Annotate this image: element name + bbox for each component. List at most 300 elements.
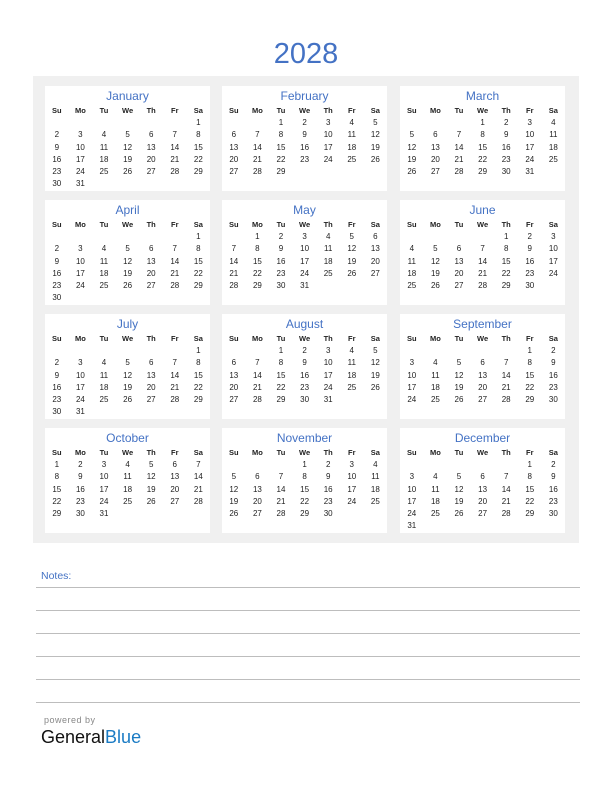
day-cell: 14 xyxy=(170,142,180,152)
day-cell: 10 xyxy=(407,484,417,494)
weekday-header: Tu xyxy=(276,448,286,457)
empty-cell xyxy=(400,231,424,243)
day-cell: 23 xyxy=(300,154,310,164)
day-cell: 7 xyxy=(196,460,201,470)
day-cell: 31 xyxy=(525,166,535,176)
weekday-header: Mo xyxy=(429,448,441,457)
day-cell: 11 xyxy=(549,130,558,140)
day-cell: 22 xyxy=(525,496,535,506)
day-cell: 28 xyxy=(252,166,262,176)
day-cell: 3 xyxy=(325,346,331,356)
day-cell: 1 xyxy=(527,346,532,356)
weekday-header: Th xyxy=(323,106,333,115)
empty-cell xyxy=(163,231,187,243)
day-cell: 29 xyxy=(501,280,511,290)
weekday-header: Fr xyxy=(171,220,179,229)
weekday-header: Th xyxy=(146,448,156,457)
day-cell: 19 xyxy=(454,382,464,392)
day-cell: 4 xyxy=(551,118,556,128)
day-cell: 26 xyxy=(229,508,239,518)
day-cell: 25 xyxy=(370,496,380,506)
day-cell: 22 xyxy=(501,268,511,278)
day-cell: 30 xyxy=(276,280,286,290)
day-cell: 11 xyxy=(431,484,440,494)
empty-cell xyxy=(400,117,424,129)
day-cell: 21 xyxy=(454,154,464,164)
day-cell: 25 xyxy=(323,268,333,278)
weekday-header: We xyxy=(299,106,311,115)
day-cell: 12 xyxy=(454,370,464,380)
day-cell: 7 xyxy=(480,244,485,254)
day-cell: 27 xyxy=(430,166,440,176)
day-cell: 28 xyxy=(170,166,180,176)
day-cell: 5 xyxy=(373,346,378,356)
weekday-header: Fr xyxy=(526,448,534,457)
day-cell: 15 xyxy=(501,256,511,266)
day-cell: 4 xyxy=(349,346,354,356)
day-cell: 3 xyxy=(409,358,415,368)
day-cell: 16 xyxy=(52,382,62,392)
day-cell: 27 xyxy=(229,166,239,176)
day-cell: 28 xyxy=(276,508,286,518)
day-cell: 27 xyxy=(170,496,180,506)
day-cell: 28 xyxy=(170,280,180,290)
day-cell: 31 xyxy=(75,407,85,417)
month-december xyxy=(400,428,565,533)
weekday-header: Sa xyxy=(548,448,558,457)
day-cell: 22 xyxy=(193,268,203,278)
day-cell: 22 xyxy=(525,382,535,392)
day-cell: 18 xyxy=(99,268,109,278)
weekday-header: Sa xyxy=(548,220,558,229)
day-cell: 15 xyxy=(193,370,203,380)
day-cell: 13 xyxy=(170,472,180,482)
day-cell: 26 xyxy=(123,394,133,404)
day-cell: 21 xyxy=(229,268,239,278)
month-november xyxy=(222,428,387,533)
day-cell: 27 xyxy=(478,394,488,404)
day-cell: 26 xyxy=(454,394,464,404)
empty-cell xyxy=(447,345,471,357)
day-cell: 1 xyxy=(255,232,260,242)
day-cell: 13 xyxy=(146,142,156,152)
day-cell: 12 xyxy=(347,244,357,254)
month-grid xyxy=(45,105,210,190)
empty-cell xyxy=(45,117,69,129)
day-cell: 2 xyxy=(54,358,60,368)
day-cell: 19 xyxy=(370,142,380,152)
day-cell: 31 xyxy=(407,521,417,531)
weekday-header: Th xyxy=(323,334,333,343)
day-cell: 6 xyxy=(231,358,237,368)
day-cell: 6 xyxy=(480,358,485,368)
month-name: March xyxy=(465,89,500,103)
day-cell: 9 xyxy=(503,130,509,140)
notes-line xyxy=(36,587,580,588)
day-cell: 14 xyxy=(276,484,286,494)
day-cell: 3 xyxy=(302,232,307,242)
month-march xyxy=(400,86,565,191)
empty-cell xyxy=(471,345,495,357)
day-cell: 9 xyxy=(78,472,83,482)
day-cell: 28 xyxy=(170,394,180,404)
day-cell: 11 xyxy=(407,256,416,266)
weekday-header: Sa xyxy=(370,334,380,343)
day-cell: 1 xyxy=(503,232,509,242)
day-cell: 19 xyxy=(123,268,133,278)
day-cell: 27 xyxy=(478,508,488,518)
day-cell: 16 xyxy=(323,484,333,494)
day-cell: 3 xyxy=(78,130,83,140)
day-cell: 28 xyxy=(501,508,511,518)
day-cell: 29 xyxy=(52,508,62,518)
day-cell: 15 xyxy=(193,256,203,266)
day-cell: 20 xyxy=(146,382,156,392)
day-cell: 7 xyxy=(278,472,284,482)
day-cell: 14 xyxy=(252,370,262,380)
notes-line xyxy=(36,679,580,680)
day-cell: 20 xyxy=(252,496,262,506)
day-cell: 19 xyxy=(229,496,239,506)
weekday-header: Tu xyxy=(99,106,109,115)
day-cell: 2 xyxy=(527,232,532,242)
weekday-header: Su xyxy=(229,220,239,229)
empty-cell xyxy=(222,345,246,357)
day-cell: 17 xyxy=(347,484,357,494)
day-cell: 10 xyxy=(407,370,417,380)
day-cell: 8 xyxy=(196,244,201,254)
day-cell: 30 xyxy=(525,280,535,290)
day-cell: 24 xyxy=(407,508,417,518)
day-cell: 21 xyxy=(170,154,180,164)
day-cell: 22 xyxy=(300,496,310,506)
weekday-header: We xyxy=(299,448,311,457)
day-cell: 19 xyxy=(347,256,357,266)
day-cell: 11 xyxy=(324,244,333,254)
weekday-header: We xyxy=(299,334,311,343)
weekday-header: Su xyxy=(229,448,239,457)
empty-cell xyxy=(45,231,69,243)
day-cell: 18 xyxy=(99,382,109,392)
day-cell: 23 xyxy=(501,154,511,164)
day-cell: 4 xyxy=(101,244,107,254)
day-cell: 10 xyxy=(347,472,357,482)
weekday-header: Fr xyxy=(348,220,356,229)
day-cell: 25 xyxy=(99,394,109,404)
empty-cell xyxy=(92,345,116,357)
empty-cell xyxy=(246,345,270,357)
day-cell: 8 xyxy=(302,472,307,482)
day-cell: 3 xyxy=(325,118,331,128)
weekday-header: Mo xyxy=(251,334,263,343)
empty-cell xyxy=(92,231,116,243)
day-cell: 3 xyxy=(78,358,83,368)
day-cell: 25 xyxy=(347,154,357,164)
weekday-header: Tu xyxy=(276,334,286,343)
day-cell: 12 xyxy=(454,484,464,494)
day-cell: 27 xyxy=(229,394,239,404)
day-cell: 15 xyxy=(276,142,286,152)
day-cell: 25 xyxy=(347,382,357,392)
day-cell: 9 xyxy=(54,370,60,380)
brand-blue: Blue xyxy=(105,727,142,747)
day-cell: 14 xyxy=(193,472,203,482)
day-cell: 12 xyxy=(407,142,417,152)
day-cell: 12 xyxy=(430,256,440,266)
day-cell: 7 xyxy=(503,358,509,368)
day-cell: 23 xyxy=(548,382,558,392)
day-cell: 18 xyxy=(347,142,357,152)
day-cell: 13 xyxy=(478,370,488,380)
day-cell: 22 xyxy=(193,154,203,164)
day-cell: 30 xyxy=(52,293,62,303)
day-cell: 16 xyxy=(52,154,62,164)
day-cell: 16 xyxy=(548,370,558,380)
day-cell: 6 xyxy=(148,358,154,368)
day-cell: 2 xyxy=(302,118,307,128)
day-cell: 9 xyxy=(325,472,331,482)
day-cell: 20 xyxy=(478,382,488,392)
empty-cell xyxy=(222,459,246,471)
month-august xyxy=(222,314,387,419)
day-cell: 8 xyxy=(196,358,201,368)
day-cell: 2 xyxy=(302,346,307,356)
day-cell: 23 xyxy=(52,394,62,404)
weekday-header: We xyxy=(299,220,311,229)
day-cell: 27 xyxy=(146,280,156,290)
day-cell: 24 xyxy=(548,268,558,278)
weekday-header: Mo xyxy=(429,334,441,343)
day-cell: 19 xyxy=(430,268,440,278)
day-cell: 8 xyxy=(527,472,532,482)
day-cell: 8 xyxy=(196,130,201,140)
day-cell: 29 xyxy=(193,166,203,176)
empty-cell xyxy=(222,231,246,243)
day-cell: 13 xyxy=(146,256,156,266)
day-cell: 7 xyxy=(172,244,177,254)
day-cell: 22 xyxy=(276,382,286,392)
day-cell: 13 xyxy=(146,370,156,380)
weekday-header: Fr xyxy=(348,448,356,457)
weekday-header: We xyxy=(122,448,134,457)
day-cell: 9 xyxy=(527,244,532,254)
day-cell: 16 xyxy=(501,142,511,152)
day-cell: 8 xyxy=(255,244,260,254)
day-cell: 8 xyxy=(278,358,284,368)
empty-cell xyxy=(116,345,140,357)
weekday-header: Fr xyxy=(526,106,534,115)
day-cell: 7 xyxy=(172,358,177,368)
weekday-header: We xyxy=(122,334,134,343)
day-cell: 13 xyxy=(229,370,239,380)
day-cell: 26 xyxy=(370,382,380,392)
empty-cell xyxy=(494,345,518,357)
month-name: April xyxy=(115,203,140,217)
day-cell: 11 xyxy=(123,472,132,482)
weekday-header: Mo xyxy=(74,220,86,229)
day-cell: 23 xyxy=(75,496,85,506)
weekday-header: Sa xyxy=(548,334,558,343)
day-cell: 30 xyxy=(75,508,85,518)
weekday-header: Th xyxy=(146,220,156,229)
day-cell: 14 xyxy=(501,370,511,380)
day-cell: 30 xyxy=(501,166,511,176)
month-september xyxy=(400,314,565,419)
day-cell: 23 xyxy=(548,496,558,506)
day-cell: 5 xyxy=(125,358,130,368)
day-cell: 9 xyxy=(54,142,60,152)
day-cell: 23 xyxy=(52,166,62,176)
day-cell: 2 xyxy=(278,232,284,242)
day-cell: 4 xyxy=(101,130,107,140)
day-cell: 17 xyxy=(525,142,535,152)
day-cell: 29 xyxy=(276,394,286,404)
notes-line xyxy=(36,610,580,611)
day-cell: 7 xyxy=(172,130,177,140)
day-cell: 17 xyxy=(75,268,85,278)
day-cell: 9 xyxy=(278,244,284,254)
day-cell: 8 xyxy=(278,130,284,140)
month-grid xyxy=(45,447,210,520)
weekday-header: We xyxy=(477,220,489,229)
empty-cell xyxy=(163,345,187,357)
month-april xyxy=(45,200,210,305)
day-cell: 29 xyxy=(193,280,203,290)
day-cell: 25 xyxy=(430,508,440,518)
weekday-header: Th xyxy=(146,334,156,343)
day-cell: 28 xyxy=(229,280,239,290)
weekday-header: Sa xyxy=(370,106,380,115)
day-cell: 12 xyxy=(146,472,156,482)
day-cell: 29 xyxy=(252,280,262,290)
day-cell: 11 xyxy=(431,370,440,380)
day-cell: 18 xyxy=(370,484,380,494)
day-cell: 6 xyxy=(433,130,438,140)
day-cell: 3 xyxy=(527,118,532,128)
day-cell: 21 xyxy=(193,484,203,494)
day-cell: 20 xyxy=(430,154,440,164)
weekday-header: Tu xyxy=(454,106,464,115)
day-cell: 30 xyxy=(300,394,310,404)
day-cell: 18 xyxy=(123,484,133,494)
day-cell: 13 xyxy=(229,142,239,152)
month-july xyxy=(45,314,210,419)
day-cell: 20 xyxy=(146,154,156,164)
day-cell: 15 xyxy=(52,484,62,494)
day-cell: 25 xyxy=(123,496,133,506)
day-cell: 3 xyxy=(78,244,83,254)
day-cell: 20 xyxy=(146,268,156,278)
day-cell: 11 xyxy=(347,130,356,140)
day-cell: 14 xyxy=(170,256,180,266)
weekday-header: Sa xyxy=(193,334,203,343)
weekday-header: Tu xyxy=(276,220,286,229)
day-cell: 10 xyxy=(99,472,109,482)
day-cell: 4 xyxy=(349,118,354,128)
day-cell: 26 xyxy=(347,268,357,278)
month-name: May xyxy=(293,203,316,217)
day-cell: 7 xyxy=(231,244,237,254)
day-cell: 10 xyxy=(75,256,85,266)
day-cell: 25 xyxy=(407,280,417,290)
day-cell: 20 xyxy=(478,496,488,506)
month-january xyxy=(45,86,210,191)
day-cell: 15 xyxy=(193,142,203,152)
weekday-header: Tu xyxy=(99,220,109,229)
month-name: June xyxy=(469,203,496,217)
day-cell: 15 xyxy=(525,484,535,494)
day-cell: 16 xyxy=(525,256,535,266)
day-cell: 9 xyxy=(54,256,60,266)
weekday-header: Fr xyxy=(348,334,356,343)
month-grid xyxy=(400,219,565,292)
day-cell: 13 xyxy=(370,244,380,254)
weekday-header: Su xyxy=(407,220,417,229)
empty-cell xyxy=(163,117,187,129)
day-cell: 14 xyxy=(229,256,239,266)
day-cell: 29 xyxy=(193,394,203,404)
day-cell: 29 xyxy=(300,508,310,518)
weekday-header: Su xyxy=(52,334,62,343)
day-cell: 12 xyxy=(370,358,380,368)
day-cell: 27 xyxy=(252,508,262,518)
day-cell: 24 xyxy=(347,496,357,506)
day-cell: 15 xyxy=(478,142,488,152)
day-cell: 20 xyxy=(229,382,239,392)
day-cell: 6 xyxy=(255,472,260,482)
weekday-header: Fr xyxy=(526,334,534,343)
day-cell: 5 xyxy=(456,472,462,482)
day-cell: 4 xyxy=(409,244,415,254)
day-cell: 13 xyxy=(430,142,440,152)
day-cell: 7 xyxy=(456,130,462,140)
day-cell: 26 xyxy=(407,166,417,176)
day-cell: 28 xyxy=(193,496,203,506)
weekday-header: We xyxy=(477,448,489,457)
day-cell: 5 xyxy=(125,244,130,254)
notes-line xyxy=(36,633,580,634)
day-cell: 10 xyxy=(75,370,85,380)
day-cell: 30 xyxy=(548,508,558,518)
day-cell: 24 xyxy=(75,280,85,290)
empty-cell xyxy=(222,117,246,129)
empty-cell xyxy=(116,117,140,129)
day-cell: 27 xyxy=(370,268,380,278)
month-february xyxy=(222,86,387,191)
month-october xyxy=(45,428,210,533)
day-cell: 17 xyxy=(300,256,310,266)
month-grid xyxy=(222,105,387,178)
day-cell: 18 xyxy=(430,496,440,506)
day-cell: 12 xyxy=(229,484,239,494)
weekday-header: Mo xyxy=(429,106,441,115)
month-grid xyxy=(222,333,387,406)
weekday-header: Sa xyxy=(370,220,380,229)
empty-cell xyxy=(269,459,293,471)
day-cell: 15 xyxy=(525,370,535,380)
day-cell: 24 xyxy=(300,268,310,278)
day-cell: 9 xyxy=(302,358,307,368)
day-cell: 18 xyxy=(407,268,417,278)
empty-cell xyxy=(424,345,448,357)
empty-cell xyxy=(139,231,163,243)
day-cell: 23 xyxy=(300,382,310,392)
day-cell: 6 xyxy=(231,130,237,140)
day-cell: 14 xyxy=(478,256,488,266)
day-cell: 15 xyxy=(276,370,286,380)
day-cell: 18 xyxy=(430,382,440,392)
day-cell: 5 xyxy=(349,232,354,242)
